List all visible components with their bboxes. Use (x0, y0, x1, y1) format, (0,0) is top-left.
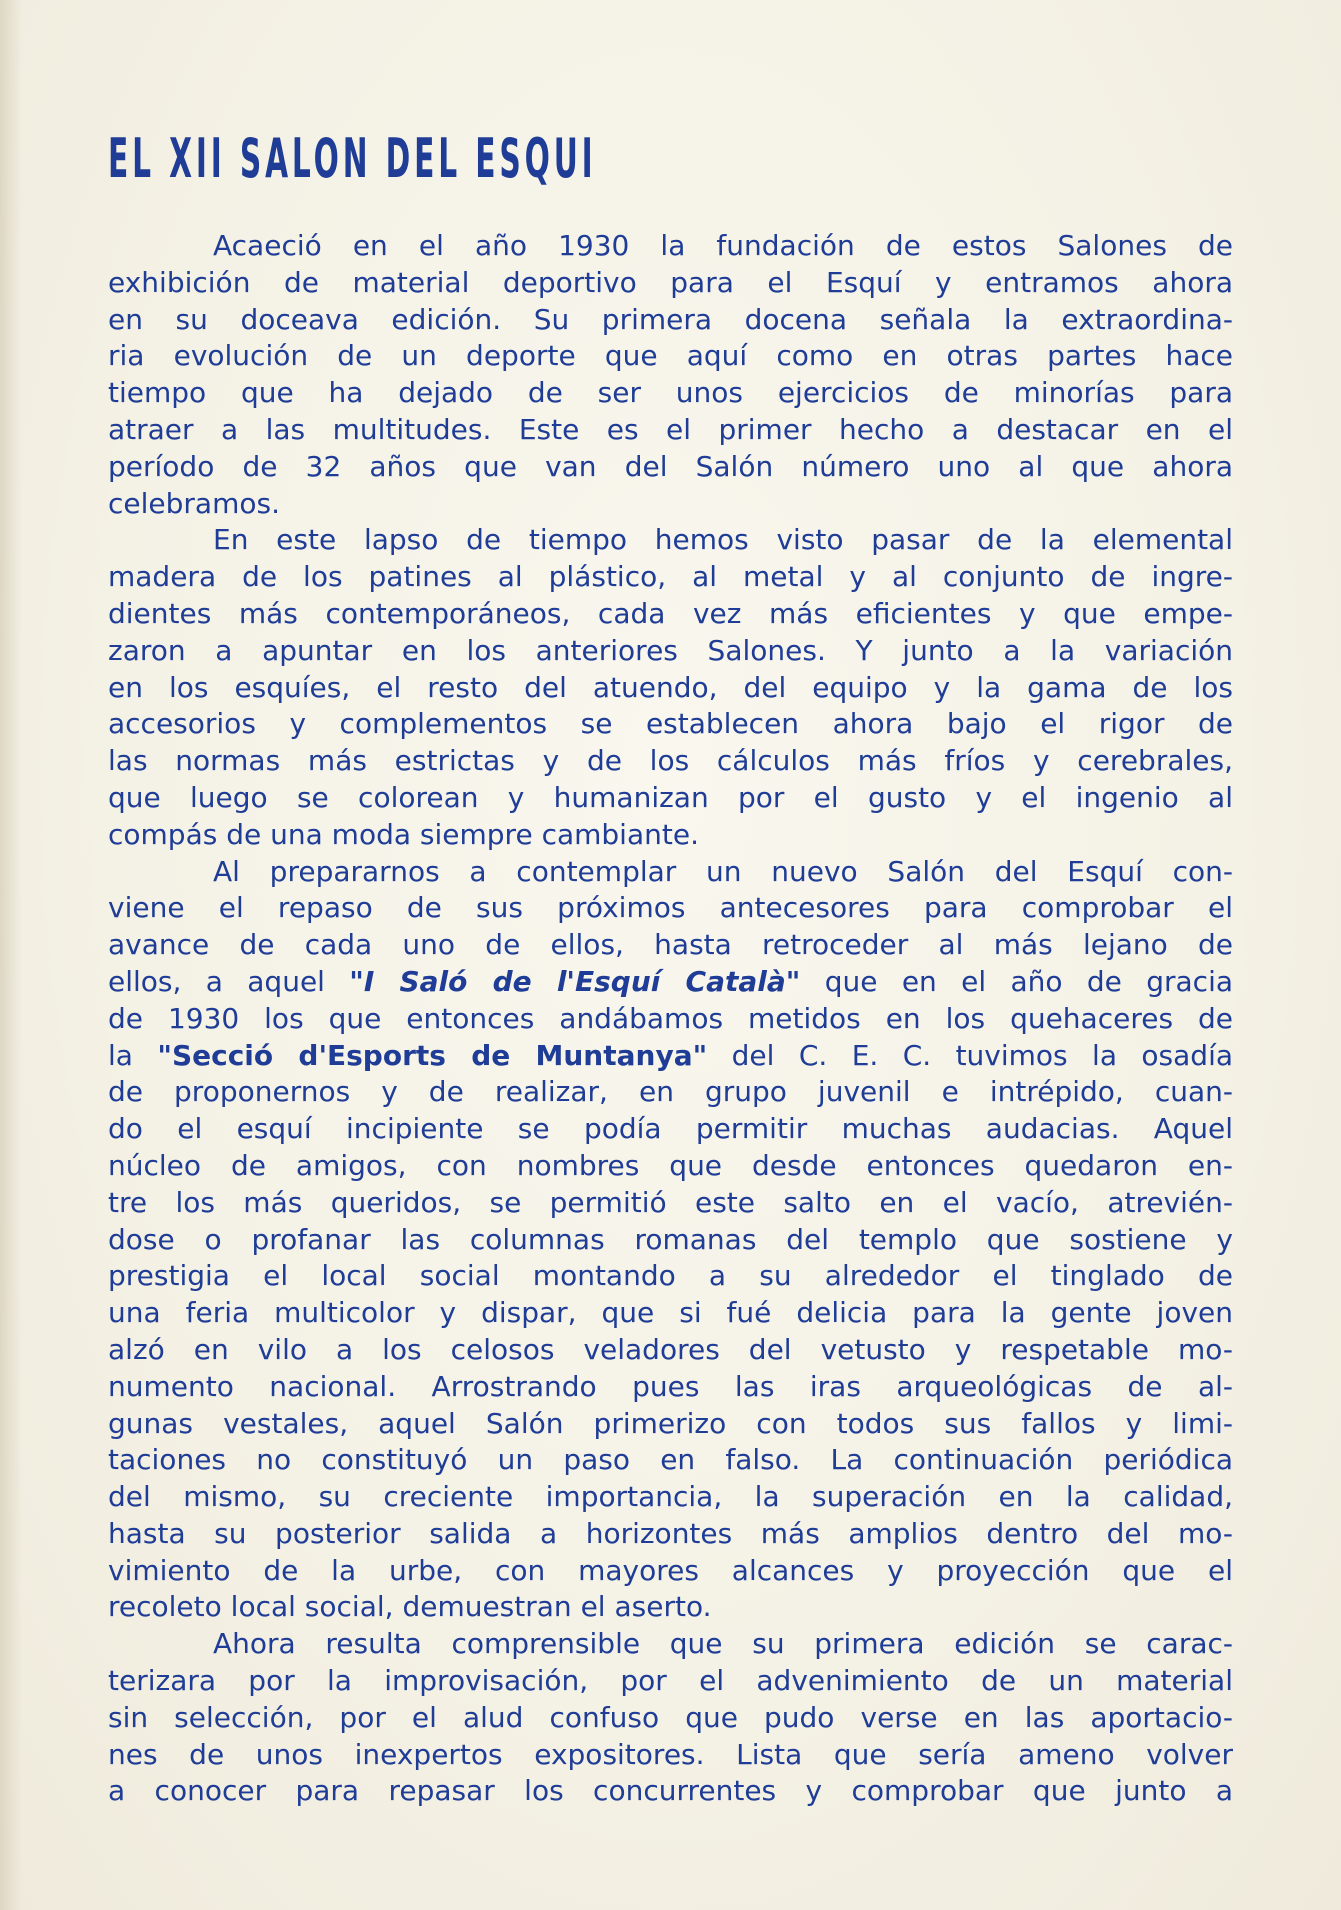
text-line: núcleo de amigos, con nombres que desde entonces quedaron en- (108, 1148, 1233, 1182)
text-line: celebramos. (108, 486, 280, 520)
text-line: taciones no constituyó un paso en falso. La continuación periódica (108, 1443, 1233, 1477)
text-line: período de 32 años que van del Salón número uno al que ahora (108, 449, 1233, 483)
text-line: do el esquí incipiente se podía permitir muchas audacias. Aquel (108, 1112, 1233, 1146)
text-line: gunas vestales, aquel Salón primerizo con todos sus fallos y limi- (108, 1406, 1233, 1440)
text-line: nes de unos inexpertos expositores. Lista que sería ameno volver (108, 1737, 1233, 1771)
text-line: del mismo, su creciente importancia, la superación en la calidad, (108, 1480, 1233, 1514)
text-line: avance de cada uno de ellos, hasta retroceder al más lejano de (108, 928, 1233, 962)
text-line: ria evolución de un deporte que aquí como en otras partes hace (108, 339, 1233, 373)
text-line: en su doceava edición. Su primera docena señala la extraordina- (108, 302, 1233, 336)
text-line: las normas más estrictas y de los cálculos más fríos y cerebrales, (108, 744, 1233, 778)
text-line: a conocer para repasar los concurrentes y comprobar que junto a (108, 1774, 1233, 1808)
text-line: numento nacional. Arrostrando pues las iras arqueológicas de al- (108, 1369, 1233, 1403)
text-line: tiempo que ha dejado de ser unos ejercicios de minorías para (108, 376, 1233, 410)
article-title: EL XII SALON DEL ESQUI (108, 127, 597, 190)
text-line: compás de una moda siempre cambiante. (108, 817, 699, 851)
text-line: Al prepararnos a contemplar un nuevo Salón del Esquí con- (213, 854, 1233, 888)
text-line: que luego se colorean y humanizan por el gusto y el ingenio al (108, 780, 1233, 814)
text-line: dose o profanar las columnas romanas del templo que sostiene y (108, 1222, 1233, 1256)
page-left-edge-shadow (0, 0, 22, 1910)
text-line: vimiento de la urbe, con mayores alcances y proyección que el (108, 1553, 1233, 1587)
text-line: recoleto local social, demuestran el aserto. (108, 1590, 712, 1624)
text-segment: que en el año de gracia (800, 964, 1234, 998)
text-line: en los esquíes, el resto del atuendo, del equipo y la gama de los (108, 670, 1233, 704)
text-line: de proponernos y de realizar, en grupo juvenil e intrépido, cuan- (108, 1075, 1233, 1109)
text-line: En este lapso de tiempo hemos visto pasar de la elemental (213, 523, 1233, 557)
text-line: Ahora resulta comprensible que su primera edición se carac- (213, 1627, 1233, 1661)
text-line (108, 1038, 1233, 1075)
text-line: prestigia el local social montando a su alrededor el tinglado de (108, 1259, 1233, 1293)
emphasized-text: "Secció d'Esports de Muntanya" (157, 1038, 708, 1072)
text-line: hasta su posterior salida a horizontes más amplios dentro del mo- (108, 1516, 1233, 1550)
text-line: madera de los patines al plástico, al metal y al conjunto de ingre- (108, 560, 1233, 594)
text-line: atraer a las multitudes. Este es el primer hecho a destacar en el (108, 412, 1233, 446)
text-line: accesorios y complementos se establecen ahora bajo el rigor de (108, 707, 1233, 741)
text-line: tre los más queridos, se permitió este salto en el vacío, atrevién- (108, 1185, 1233, 1219)
text-segment: la (108, 1038, 158, 1072)
text-line: sin selección, por el alud confuso que pudo verse en las aportacio- (108, 1700, 1233, 1734)
text-segment: ellos, a aquel (108, 964, 350, 998)
text-line: de 1930 los que entonces andábamos metidos en los quehaceres de (108, 1001, 1233, 1035)
text-line: alzó en vilo a los celosos veladores del vetusto y respetable mo- (108, 1332, 1233, 1366)
text-line: zaron a apuntar en los anteriores Salones. Y junto a la variación (108, 633, 1233, 667)
text-segment: del C. E. C. tuvimos la osadía (707, 1038, 1234, 1072)
article-body (108, 228, 1233, 1810)
text-line: exhibición de material deportivo para el Esquí y entramos ahora (108, 265, 1233, 299)
text-line: viene el repaso de sus próximos antecesores para comprobar el (108, 891, 1233, 925)
text-line: terizara por la improvisación, por el advenimiento de un material (108, 1664, 1233, 1698)
text-line: dientes más contemporáneos, cada vez más eficientes y que empe- (108, 596, 1233, 630)
emphasized-text: "I Saló de l'Esquí Català" (349, 964, 801, 998)
text-line: Acaeció en el año 1930 la fundación de estos Salones de (213, 229, 1233, 262)
text-line: una feria multicolor y dispar, que si fué delicia para la gente joven (108, 1296, 1233, 1330)
text-line (108, 964, 1233, 1001)
